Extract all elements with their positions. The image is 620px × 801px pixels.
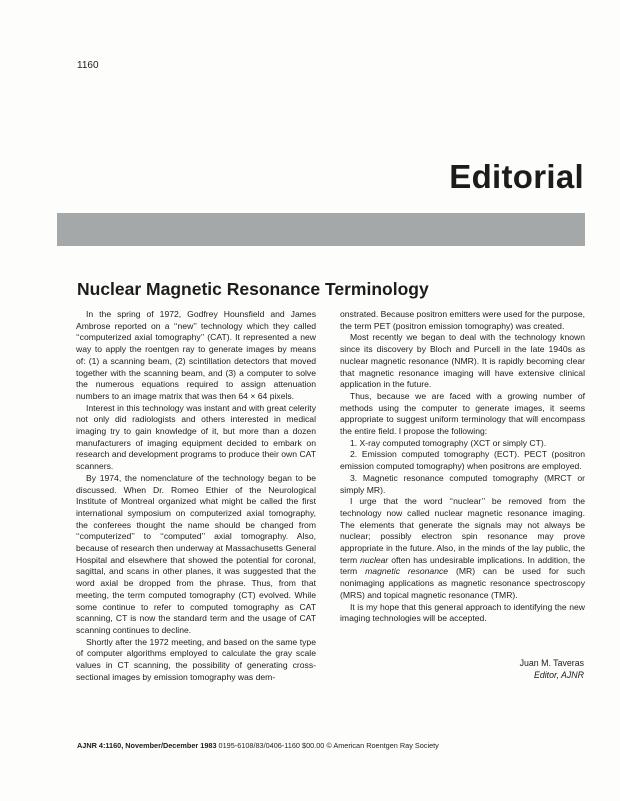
- right-column: [340, 309, 585, 625]
- paragraph: In the spring of 1972, Godfrey Hounsfield and James Ambrose reported on a ‘‘new’’ technology which they called ‘‘computerized axial tomography’’ (CAT). It represented a new way to apply the roentgen ray to generate images by means of: (1) a scanning beam, (2) scintillation detectors that moved together with the scanning beam, and (3) a computer to solve the numerous equations required to assign attenuation numbers to an image matrix that was then 64 × 64 pixels.: [76, 309, 316, 401]
- text-run: often has undesirable implications. In addition, the term: [340, 554, 585, 577]
- paragraph: [340, 496, 585, 601]
- emphasis: magnetic resonance: [365, 566, 449, 577]
- page-number: 1160: [77, 60, 99, 71]
- footer: [77, 741, 439, 750]
- footer-journal: AJNR 4:1160, November/December 1983: [77, 741, 217, 750]
- paragraph: It is my hope that this general approach to identifying the new imaging technologies will be accepted.: [340, 601, 585, 624]
- signature-name: Juan M. Taveras: [519, 658, 584, 668]
- article-title: Nuclear Magnetic Resonance Terminology: [77, 279, 429, 299]
- signature: [520, 657, 584, 681]
- paragraph: Most recently we began to deal with the technology known since its discovery by Bloch and Purcell in the late 1940s as nuclear magnetic resonance (NMR). It is rapidly becoming clear that magnetic resonance imaging will have extensive clinical application in the future.: [340, 332, 585, 390]
- terminology-list: [340, 438, 585, 497]
- paragraph: Interest in this technology was instant and with great celerity not only did radiologists and others interested in medical imaging try to gain knowledge of it, but more than a dozen manufacturers of imaging equipment decided to embark on research and development programs to produce their own CAT scanners.: [76, 402, 316, 472]
- left-column: [76, 309, 316, 684]
- list-item: 2. Emission computed tomography (ECT). PECT (positron emission computed tomography) when positrons are employed.: [340, 449, 585, 472]
- footer-details: 0195-6108/83/0406-1160 $00.00 © American Roentgen Ray Society: [216, 741, 439, 750]
- paragraph: Shortly after the 1972 meeting, and based on the same type of computer algorithms employed to calculate the gray scale values in CT scanning, the possibility of generating cross-sectional images by emission tomography was dem-: [76, 636, 316, 682]
- paragraph-continuation: onstrated. Because positron emitters were used for the purpose, the term PET (positron emission tomography) was created.: [340, 309, 585, 331]
- list-item: 1. X-ray computed tomography (XCT or simply CT).: [350, 437, 547, 448]
- text-run: I urge that the word ‘‘nuclear’’ be removed from the technology now called nuclear magnetic resonance imaging. The elements that generate the signals may not always be nuclear; possibly electron spin resonance may prove appropriate in the future. Also, in the minds of the lay public, the term: [340, 496, 585, 565]
- paragraph: By 1974, the nomenclature of the technology began to be discussed. When Dr. Romeo Ethier of the Neurological Institute of Montreal organized what might be called the first international symposium on computerized axial tomography, the conferees thought the name should be changed from ‘‘computerized’’ to ‘‘computed’’ axial tomography. Also, because of research then underway at Massachusetts General Hospital and elsewhere that showed the potential for coronal, sagittal, and scans in other planes, it was suggested that the word axial be dropped from the phrase. Thus, from that meeting, the term computed tomography (CT) evolved. While some continue to refer to computed tomography as CAT scanning, CT is now the standard term and the usage of CAT scanning continues to decline.: [76, 472, 316, 635]
- text-run: (MR) can be used for such nonimaging applications as magnetic resonance spectroscopy (MRS) and topical magnetic resonance (TMR).: [340, 566, 585, 600]
- emphasis: nuclear: [360, 554, 389, 565]
- section-title: Editorial: [449, 158, 584, 195]
- header-band: [57, 213, 585, 246]
- list-item: 3. Magnetic resonance computed tomography (MRCT or simply MR).: [340, 472, 585, 495]
- paragraph: Thus, because we are faced with a growing number of methods using the computer to generate images, it seems appropriate to suggest uniform terminology that will encompass the entire field. I propose the following:: [340, 390, 585, 437]
- signature-title: Editor, AJNR: [533, 670, 584, 680]
